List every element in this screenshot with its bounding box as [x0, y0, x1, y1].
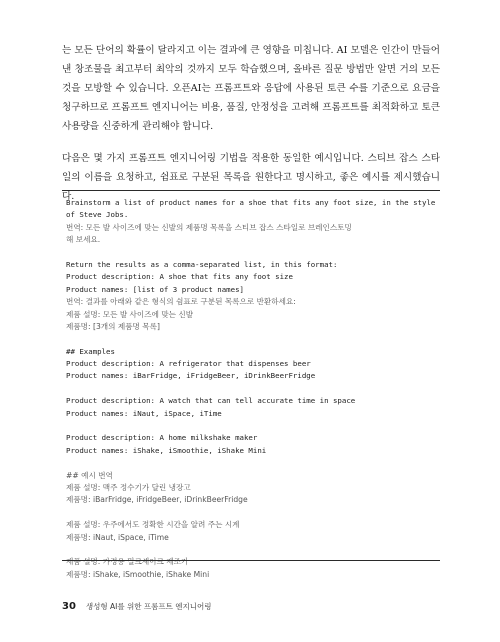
code-blank-line [66, 544, 438, 556]
page-footer [62, 599, 211, 613]
code-translation-line: 번역: 결과를 아래와 같은 형식의 쉼표로 구분된 목록으로 반환하세요: [66, 297, 296, 307]
code-line: Brainstorm a list of product names for a shoe that fits any foot size, in the style [66, 198, 436, 207]
code-line: Product description: A home milkshake maker [66, 433, 258, 443]
code-line: Product names: iBarFridge, iFridgeBeer, iDrinkBeerFridge [66, 371, 316, 381]
code-translation-line: 해 보세요. [66, 235, 101, 245]
code-blank-line [66, 247, 438, 259]
code-line: of Steve Jobs. [66, 210, 129, 220]
code-blank-line [66, 383, 438, 395]
body-paragraph: 다음은 몇 가지 프롬프트 엔지니어링 기법을 적용한 동일한 예시입니다. 스티브 잡스 스타일의 이름을 요청하고, 쉼표로 구분된 목록을 원한다고 명시하고, 좋은 예시를 제시했습니다. [62, 153, 440, 202]
running-footer-title: 생성형 AI를 위한 프롬프트 엔지니어링 [85, 601, 212, 611]
code-translation-line: 제품명: iNaut, iSpace, iTime [66, 532, 169, 542]
code-blank-line [66, 420, 438, 432]
code-blank-line [66, 333, 438, 345]
code-translation-line: 제품 설명: 가정용 밀크셰이크 제조기 [66, 557, 189, 567]
code-line: Product names: [list of 3 product names] [66, 284, 244, 294]
code-line: Product description: A watch that can tell accurate time in space [66, 396, 356, 406]
code-translation-line: 제품 설명: 맥주 정수기가 달린 냉장고 [66, 482, 191, 492]
code-translation-line: 번역: 모든 발 사이즈에 맞는 신발의 제품명 목록을 스티브 잡스 스타일로 브레인스토밍 [66, 222, 352, 232]
code-translation-line: ## 예시 번역 [66, 470, 113, 480]
code-line: Product description: A refrigerator that dispenses beer [66, 359, 311, 369]
code-block [66, 197, 438, 581]
code-translation-line: 제품명: [3개의 제품명 목록] [66, 321, 160, 331]
code-line: ## Examples [66, 346, 115, 356]
code-blank-line [66, 457, 438, 469]
code-block-bottom-rule [62, 560, 440, 561]
code-translation-line: 제품명: iBarFridge, iFridgeBeer, iDrinkBeerFridge [66, 495, 248, 505]
code-line: Product description: A shoe that fits any foot size [66, 272, 293, 282]
page-number: 30 [62, 600, 76, 612]
code-translation-line: 제품명: iShake, iSmoothie, iShake Mini [66, 569, 210, 579]
code-translation-line: 제품 설명: 우주에서도 정확한 시간을 알려 주는 시계 [66, 520, 240, 530]
code-line: Product names: iShake, iSmoothie, iShake Mini [66, 445, 267, 455]
code-block-top-rule [62, 190, 440, 191]
code-blank-line [66, 507, 438, 519]
code-line: Return the results as a comma-separated list, in this format: [66, 259, 338, 269]
code-line: Product names: iNaut, iSpace, iTime [66, 408, 222, 418]
code-translation-line: 제품 설명: 모든 발 사이즈에 맞는 신발 [66, 309, 194, 319]
body-paragraph: 는 모든 단어의 확률이 달라지고 이는 결과에 큰 영향을 미칩니다. AI 모델은 인간이 만들어 낸 창조물을 최고부터 최악의 것까지 모두 학습했으며, 올바른 질문 방법만 알면 거의 모든 것을 모방할 수 있습니다. 오픈AI는 프롬프트와 응답에 사용된 토큰 수를 기준으로 요금을 청구하므로 프롬프트 엔지니어는 비용, 품질, 안정성을 고려해 프롬프트를 최적화하고 토큰 사용량을 신중하게 관리해야 합니다. [62, 45, 440, 132]
